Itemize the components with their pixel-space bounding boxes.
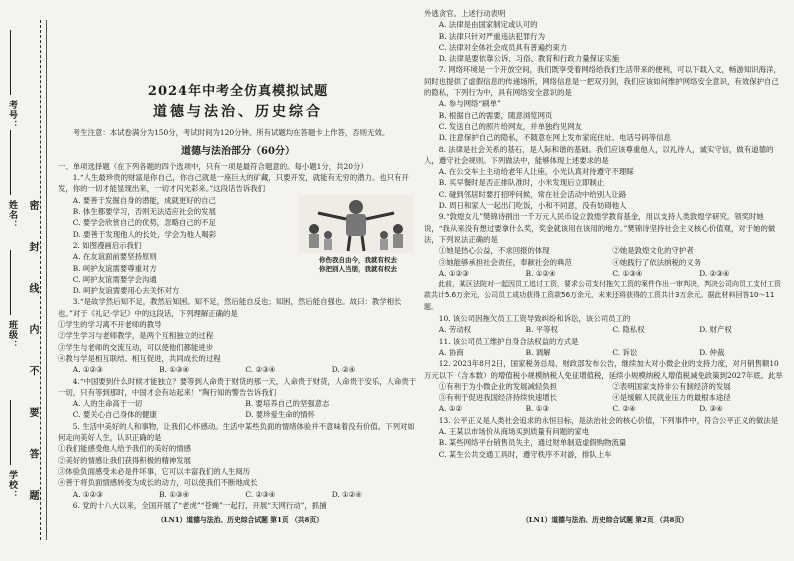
q4-option-c[interactable]: C. 要关心自己身体的健康 xyxy=(72,410,157,420)
q9-item-4: ④她践行了依法纳税的义务 xyxy=(612,257,702,267)
q3-item-2: ②学生学习与老师教学，是两个互相独立的过程 xyxy=(58,331,214,341)
q3-item-1: ①学生的学习离不开老师的教导 xyxy=(58,320,162,330)
q11-option-c[interactable]: C. 诉讼 xyxy=(612,347,638,357)
q7-option-c[interactable]: C. 发送自己的照片给网友，并单独约见网友 xyxy=(438,121,582,131)
q9-items-row1 xyxy=(424,245,786,256)
q11-option-a[interactable]: A. 协商 xyxy=(438,347,464,357)
q12-option-c[interactable]: C. ②④ xyxy=(612,404,636,414)
question-8-stem: 8. 法律是社会关系的基石，是人际和谐的基础。我们应该尊重他人，以礼待人，诚实守信，做有道德的人，遵守社会规则。下列做法中，能够体现上述要求的是 xyxy=(424,144,774,165)
q5-option-b[interactable]: B. ①③④ xyxy=(159,489,190,499)
q9-option-b[interactable]: B. ①②④ xyxy=(525,268,556,278)
q12-items-row2 xyxy=(424,392,786,403)
q5-item-1: ①我们能感受他人给予我们的美好的情感 xyxy=(58,444,192,454)
q6-option-b[interactable]: B. 法律只针对严重违法犯罪行为 xyxy=(438,31,546,41)
question-1-2-block xyxy=(58,195,418,297)
school-label: 学校： xyxy=(7,470,17,500)
right-column xyxy=(424,8,786,460)
q12-item-1: ①有利于为小微企业的发展减轻负担 xyxy=(438,381,558,391)
q13-option-b[interactable]: B. 某些网络平台销售员失主，通过财单制造虚假购物流量 xyxy=(438,438,627,448)
left-column xyxy=(58,8,418,511)
q10-option-c[interactable]: C. 隐私权 xyxy=(612,325,645,335)
q9-option-c[interactable]: C. ①③④ xyxy=(612,268,643,278)
school-field[interactable] xyxy=(10,400,11,465)
q6-continuation: 外逃贪官。上述行动表明 xyxy=(424,9,506,18)
q11-option-d[interactable]: D. 仲裁 xyxy=(699,347,725,357)
question-6-stem: 6. 党的十八大以来，全国开展了“老虎”“苍蝇”一起打，开展“天网行动”，抓捕 xyxy=(72,500,327,510)
q12-item-4: ④是缓解人民就业压力的最根本途径 xyxy=(612,393,731,403)
cartoon-caption-2: 你把别人当朋，我就有权去 xyxy=(319,264,397,273)
exam-title: 2024年中考全仿真模拟试题 xyxy=(147,84,329,99)
q4-options-row1 xyxy=(58,398,418,409)
question-1-stem: 1.“人生最珍贵的财富是你自己，你自己就是一座巨大的矿藏，只要开发，就能有无穷的潜力。也只有开发，你的一切才能显现出来，一切才闪光彩来。”这段话告诉我们 xyxy=(58,173,409,194)
q13-option-a[interactable]: A. 王某以市场价从商场买到质量有问题的家电 xyxy=(438,426,590,436)
q3-option-b[interactable]: B. ①③④ xyxy=(159,365,190,375)
q1-option-c[interactable]: C. 要学会欣赏自己的优势，忽略自己的不足 xyxy=(72,218,216,228)
case-material: 此前，某区法院对一起因员工追讨工资，要求公司支付拖欠工资的案件作出一审判决，判决公司向员工支付工资款共计5.6万余元，公司员工成功获得工资款56万余元，未来还将获得的工资共计3万余元。据此材料回答10～11题。 xyxy=(424,280,781,311)
seal-warning: 密 封 线 内 不 要 答 题 xyxy=(27,200,38,515)
seal-line-inner xyxy=(46,20,47,540)
question-13-stem: 13. 公平正义是人类社会追求的永恒目标，是法治社会的核心价值，下列事件中，符合公平正义的做法是 xyxy=(438,415,779,425)
q3-options xyxy=(58,364,418,375)
q8-option-b[interactable]: B. 买早餐时是否正排队准时，小米发现后立即制止 xyxy=(438,178,605,188)
q11-options xyxy=(424,347,786,358)
q4-option-b[interactable]: B. 要培养自己的坚强意志 xyxy=(245,399,330,409)
q9-item-3: ③她能够承担社会责任，奉献社会的典范 xyxy=(438,257,572,267)
q6-option-c[interactable]: C. 法律对全体社会成员具有普遍约束力 xyxy=(438,42,568,52)
class-label: 班级： xyxy=(7,320,17,350)
q3-option-d[interactable]: D. ②④ xyxy=(331,365,356,375)
question-9-stem: 9.“敦煌女儿”樊锦诗捐出一千万元人民币设立敦煌学教育基金，用以支持人类敦煌学研究。领奖时她说，“我从来没有想过要拿什么奖，奖金就该用在该用的地方。”樊锦诗坚持社会主义核心价值观，对于她的做法，下列说法正确的是 xyxy=(424,212,776,244)
question-11-stem: 11. 该公司员工维护自身合法权益的方式是 xyxy=(438,336,579,346)
exam-subject: 道德与法治、历史综合 xyxy=(153,104,323,121)
q9-items-row2 xyxy=(424,257,786,268)
exam-number-field[interactable] xyxy=(10,30,11,95)
class-field[interactable] xyxy=(10,250,11,315)
q3-option-a[interactable]: A. ①②③ xyxy=(72,365,103,375)
cartoon-figure xyxy=(298,195,418,297)
q12-items-row1 xyxy=(424,381,786,392)
exam-notice: 考生注意：本试卷满分为150分，考试时间为120分钟。所有试题均在答题卡上作答，否则无效。 xyxy=(72,127,390,137)
binding-strip xyxy=(0,0,52,561)
q5-option-d[interactable]: D. ①②④ xyxy=(331,489,362,499)
q4-options-row2 xyxy=(58,409,418,420)
q1-option-d[interactable]: D. 要善于发现他人的长处，学会为他人喝彩 xyxy=(72,229,217,239)
q8-option-c[interactable]: C. 碰到邻居时要打招呼问候，常在社会活动中给别人让路 xyxy=(438,189,627,199)
q5-item-4: ④善于将负面情感转变为成长的动力，可以使我们不断地成长 xyxy=(58,478,258,488)
part-title: 道德与法治部分（60分） xyxy=(181,145,295,157)
q3-item-3: ③学生与老师的交流互动，可以使他们都能进步 xyxy=(58,342,214,352)
cartoon-caption-1: 你伤我自由今，我就有权去 xyxy=(319,256,397,265)
q13-option-c[interactable]: C. 某生公共交通工具时，遵守秩序不对游，排队上车 xyxy=(438,449,612,459)
q4-option-d[interactable]: D. 要珍爱生命的情怀 xyxy=(245,410,315,420)
q12-option-a[interactable]: A. ①② xyxy=(438,404,463,414)
name-field[interactable] xyxy=(10,130,11,195)
seal-line xyxy=(40,20,41,540)
q2-option-c[interactable]: C. 呵护友谊需要学会沟通 xyxy=(72,274,157,284)
q12-options xyxy=(424,403,786,414)
q5-options xyxy=(58,489,418,500)
q8-option-d[interactable]: D. 周日和家人一起出门吃饭，小和不同意，没有妨碍他人 xyxy=(438,201,627,211)
q10-options xyxy=(424,324,786,335)
q10-option-b[interactable]: B. 平等权 xyxy=(525,325,558,335)
q12-option-d[interactable]: D. ③④ xyxy=(699,404,723,414)
name-label: 姓名： xyxy=(7,200,17,230)
question-12-stem: 12. 2023年8月2日，国家税务总局、财政部发布公告，继续加大对小微企业的支持力度，对月销售额10万元以下（含本数）的增值税小规模纳税人免征增值税，延续小规模纳税人增值税减免政策到2027年底。此举 xyxy=(424,359,783,380)
q12-item-3: ③有利于促进我国经济持续快速增长 xyxy=(438,393,558,403)
q3-item-4: ④教与学是相互联结、相互促进，共同成长的过程 xyxy=(58,353,221,363)
q3-option-c[interactable]: C. ②③④ xyxy=(245,365,276,375)
question-7-stem: 7. 网络环境是一个开放空间，我们既享受着网络给我们生活带来的便利，可以下载入文，畅游知识海洋，同时也提供了虚假信息的传递场所，网络信息是一把双刃剑，我们应该如何维护网络安全意识，有效保护自己的隐私，下列行为中，具有网络安全意识的是 xyxy=(424,65,781,98)
question-3-stem: 3.“是故学然后知不足，教然后知困。知不足，然后能自反也；知困，然后能自强也。故曰：教学相长也。”对于《礼记·学记》中的这段话，下列理解正确的是 xyxy=(58,297,402,318)
q1-option-b[interactable]: B. 体生都要学习，否则无法适应社会的发展 xyxy=(72,207,216,217)
q11-option-b[interactable]: B. 调解 xyxy=(525,347,551,357)
q2-option-b[interactable]: B. 呵护友谊需要尊重对方 xyxy=(72,263,157,273)
q9-option-d[interactable]: D. ②③④ xyxy=(699,268,730,278)
q9-option-a[interactable]: A. ①②③ xyxy=(438,268,469,278)
q9-item-1: ①她是热心公益，不求回报的体现 xyxy=(438,246,550,256)
q4-option-a[interactable]: A. 人的生命高于一切 xyxy=(72,399,142,409)
q7-option-b[interactable]: B. 根据自己的需要，随意浏览网页 xyxy=(438,110,553,120)
q2-option-a[interactable]: A. 在友谊面前要坚持原则 xyxy=(72,252,157,262)
q10-option-a[interactable]: A. 劳动权 xyxy=(438,325,472,335)
cartoon-illustration xyxy=(298,195,413,253)
exam-number-label: 考号： xyxy=(7,100,17,130)
page-footer-right: （LN1）道德与法治、历史综合试题 第2页 （共8页） xyxy=(522,516,688,524)
q6-option-a[interactable]: A. 法律是由国家制定或认可的 xyxy=(438,20,538,30)
q6-option-d[interactable]: D. 法律是要依靠公诉、习俗、教育和行政力量保证实施 xyxy=(438,54,620,64)
q1-option-a[interactable]: A. 要善于发掘自身的潜能，成就更好的自己 xyxy=(72,195,216,205)
q5-option-a[interactable]: A. ①②③ xyxy=(72,489,103,499)
q9-options xyxy=(424,268,786,279)
q5-item-3: ③体验负面感受未必是件坏事，它可以丰富我们的人生阅历 xyxy=(58,466,251,476)
q9-item-2: ②她是敦煌文化的守护者 xyxy=(612,246,694,256)
q12-option-b[interactable]: B. ①③ xyxy=(525,404,549,414)
question-2-stem: 2. 如图漫画启示我们 xyxy=(72,240,142,250)
question-10-stem: 10. 该公司因拖欠员工工资导致纠纷和诉讼，该公司员工的 xyxy=(438,314,631,324)
q7-option-d[interactable]: D. 注意保护自己的隐私，不随意在网上发布家庭住址、电话号码等信息 xyxy=(438,133,671,143)
q12-item-2: ②表明国家支持非公有制经济的发展 xyxy=(612,381,731,391)
q2-option-d[interactable]: D. 呵护友谊需要用心去关怀对方 xyxy=(72,286,180,296)
question-4-stem: 4.“中国要到什么时候才能独立？要等到人命贵于财货的那一天，人命贵于财货，人命贵于安乐，人命贵于一切，只有等到那时，中国才会有站起来！”陶行知的警告告诉我们 xyxy=(58,376,417,397)
section-heading: 一、单项选择题（在下列各题的四个选项中，只有一项是最符合题意的。每小题1分，共20分） xyxy=(58,161,368,171)
q10-option-d[interactable]: D. 财产权 xyxy=(699,325,732,335)
q5-option-c[interactable]: C. ②③④ xyxy=(245,489,276,499)
q5-item-2: ②美好的情感让我们获得积极的精神发展 xyxy=(58,455,192,465)
question-5-stem: 5. 生活中美好的人和事物，让我们心怀感动。生活中某些负面的情绪体验并不意味着没有价值。下列对如何走向美好人生，认识正确的是 xyxy=(58,421,415,443)
q8-option-a[interactable]: A. 在公交车上主动给老年人让座，小光认真对待遵守不理睬 xyxy=(438,167,634,177)
page-footer-left: （LN1）道德与法治、历史综合试题 第1页 （共8页） xyxy=(157,516,323,524)
q7-option-a[interactable]: A. 参与网络“刷单” xyxy=(438,99,501,109)
